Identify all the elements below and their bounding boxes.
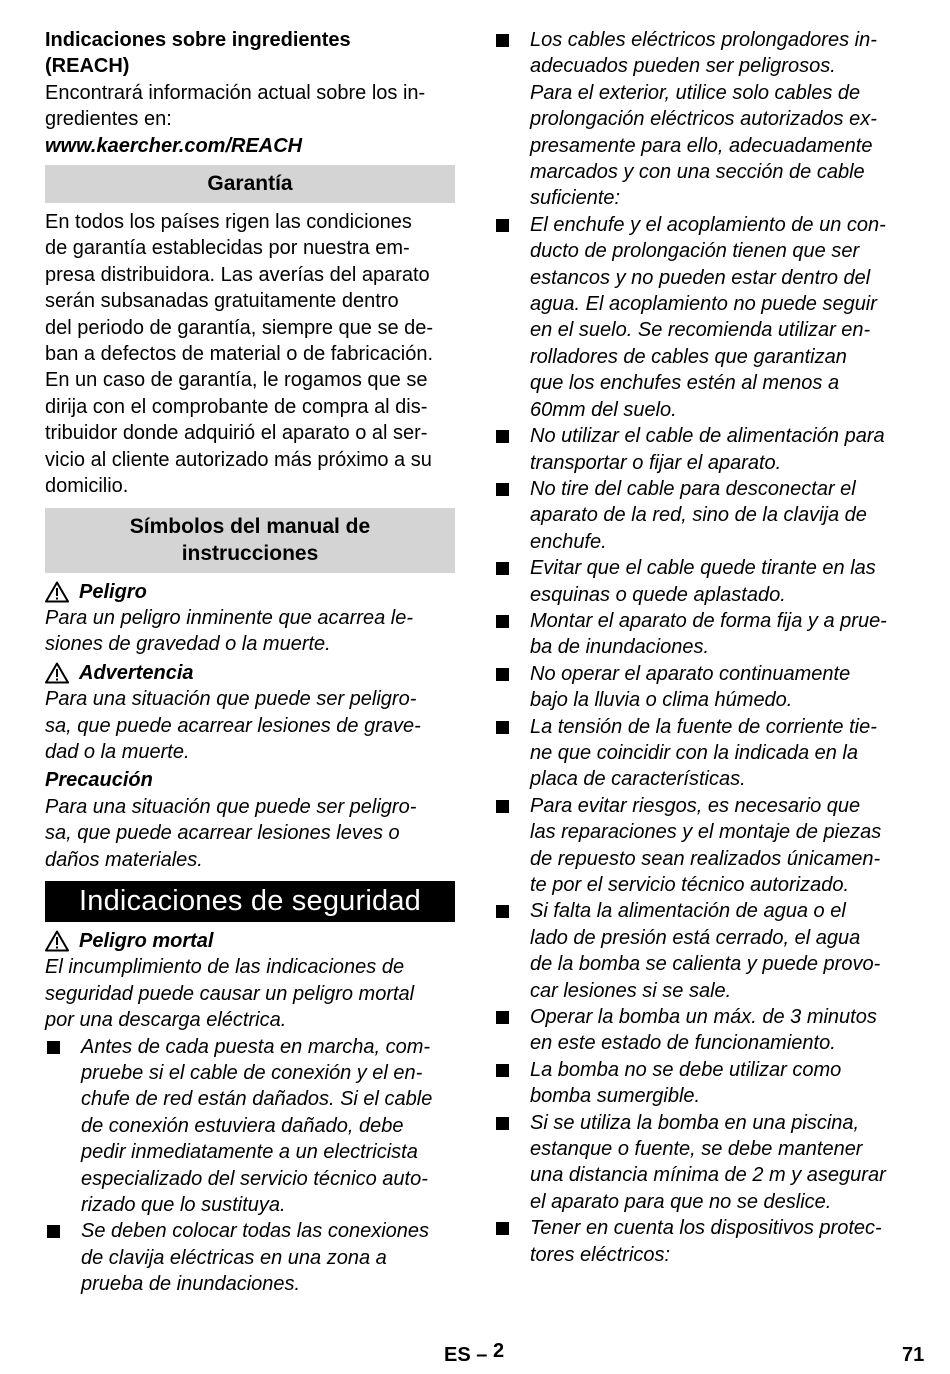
bullet-square-icon xyxy=(47,1041,60,1054)
peligro-mortal-title: Peligro mortal xyxy=(45,928,455,954)
list-item: No operar el aparato continuamente bajo la lluvia o clima húmedo. xyxy=(494,661,906,714)
list-item: Evitar que el cable quede tirante en las esquinas o quede aplastado. xyxy=(494,555,906,608)
list-item: Operar la bomba un máx. de 3 minutos en este estado de funcionamiento. xyxy=(494,1004,906,1057)
list-item: Antes de cada puesta en marcha, com- pruebe si el cable de conexión y el en- chufe de red están dañados. Si el cable de conexión estuviera dañado, debe pedir inmediatamente a un electricista especializado del servicio técnico auto- rizado que lo sustituya. xyxy=(45,1034,455,1219)
peligro-text: Para un peligro inminente que acarrea le- siones de gravedad o la muerte. xyxy=(45,606,413,656)
list-item: La bomba no se debe utilizar como bomba sumergible. xyxy=(494,1057,906,1110)
left-column xyxy=(45,27,455,1298)
reach-text: Encontrará información actual sobre los in- gredientes en: xyxy=(45,81,426,131)
bullet-square-icon xyxy=(496,430,509,443)
bullet-square-icon xyxy=(496,34,509,47)
seguridad-heading: Indicaciones de seguridad xyxy=(45,881,455,922)
list-item: Para evitar riesgos, es necesario que las reparaciones y el montaje de piezas de repuesto sean realizados únicamen- te por el servicio técnico autorizado. xyxy=(494,793,906,899)
peligro-mortal-text: El incumplimiento de las indicaciones de seguridad puede causar un peligro mortal por una descarga eléctrica. xyxy=(45,956,415,1032)
peligro-title: Peligro xyxy=(45,579,455,605)
bullet-square-icon xyxy=(496,800,509,813)
garantia-text: En todos los países rigen las condiciones de garantía establecidas por nuestra em- presa distribuidora. Las averías del aparato serán subsanadas gratuitamente dentro del periodo de garantía, siempre que se de- ban a defectos de material o de fabricación. En un caso de garantía, le rogamos que se dirija con el comprobante de compra al dis- tribuidor donde adquirió el aparato o al ser- vicio al cliente autorizado más próximo a su domicilio. xyxy=(45,211,434,498)
list-item: Los cables eléctricos prolongadores in- adecuados pueden ser peligrosos. Para el exterior, utilice solo cables de prolongación eléctricos autorizados ex- presamente para ello, adecuadamente marcados y con una sección de cable suficiente: xyxy=(494,27,906,212)
footer-section-label: ES – 2 xyxy=(444,1340,505,1366)
warning-triangle-icon xyxy=(45,930,69,952)
right-column xyxy=(494,27,906,1268)
list-item: El enchufe y el acoplamiento de un con- ducto de prolongación tienen que ser estancos y no pueden estar dentro del agua. El acoplamiento no puede seguir en el suelo. Se recomienda utilizar en- rolladores de cables que garantizan que los enchufes estén al menos a 60mm del suelo. xyxy=(494,212,906,423)
bullet-square-icon xyxy=(496,905,509,918)
bullet-square-icon xyxy=(496,721,509,734)
warning-triangle-icon xyxy=(45,581,69,603)
advertencia-text: Para una situación que puede ser peligro- sa, que puede acarrear lesiones de grave- dad o la muerte. xyxy=(45,688,421,763)
list-item: Si se utiliza la bomba en una piscina, estanque o fuente, se debe mantener una distancia mínima de 2 m y asegurar el aparato para que no se deslice. xyxy=(494,1110,906,1216)
precaucion-title: Precaución xyxy=(45,769,153,792)
list-item: No utilizar el cable de alimentación para transportar o fijar el aparato. xyxy=(494,423,906,476)
bullet-square-icon xyxy=(496,1064,509,1077)
list-item: Se deben colocar todas las conexiones de clavija eléctricas en una zona a prueba de inundaciones. xyxy=(45,1218,455,1297)
advertencia-title: Advertencia xyxy=(45,660,455,686)
simbolos-heading: Símbolos del manual de instrucciones xyxy=(45,508,455,573)
bullet-square-icon xyxy=(496,1117,509,1130)
reach-title: Indicaciones sobre ingredientes (REACH) xyxy=(45,29,351,78)
bullet-square-icon xyxy=(496,615,509,628)
bullet-square-icon xyxy=(496,483,509,496)
list-item: Montar el aparato de forma fija y a prue- ba de inundaciones. xyxy=(494,608,906,661)
warning-triangle-icon xyxy=(45,662,69,684)
page-number: 71 xyxy=(902,1344,925,1366)
bullet-square-icon xyxy=(496,562,509,575)
bullet-square-icon xyxy=(47,1225,60,1238)
bullet-square-icon xyxy=(496,668,509,681)
bullet-square-icon xyxy=(496,219,509,232)
precaucion-text: Para una situación que puede ser peligro- sa, que puede acarrear lesiones leves o daños materiales. xyxy=(45,795,417,871)
list-item: Tener en cuenta los dispositivos protec- tores eléctricos: xyxy=(494,1215,906,1268)
garantia-heading: Garantía xyxy=(45,165,455,203)
bullet-square-icon xyxy=(496,1222,509,1235)
bullet-square-icon xyxy=(496,1011,509,1024)
list-item: La tensión de la fuente de corriente tie- ne que coincidir con la indicada en la placa de características. xyxy=(494,714,906,793)
list-item: No tire del cable para desconectar el aparato de la red, sino de la clavija de enchufe. xyxy=(494,476,906,555)
reach-url: www.kaercher.com/REACH xyxy=(45,134,303,157)
list-item: Si falta la alimentación de agua o el lado de presión está cerrado, el agua de la bomba se calienta y puede provo- car lesiones si se sale. xyxy=(494,898,906,1004)
